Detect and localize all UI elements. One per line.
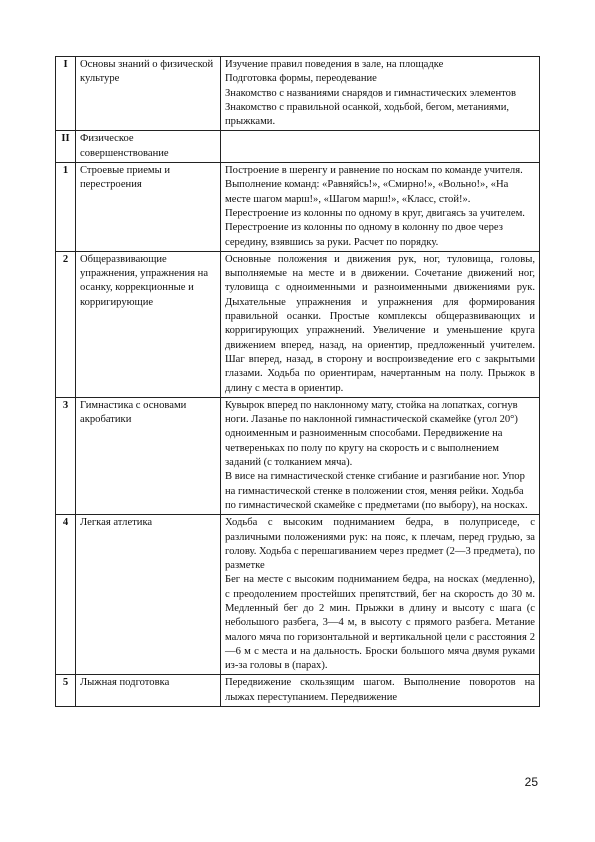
section-title: Общеразвивающие упражнения, упражнения на осанку, коррекционные и корригирующие <box>76 251 221 397</box>
table-row <box>56 57 540 131</box>
table-row <box>56 515 540 675</box>
section-title: Основы знаний о физической культуре <box>76 57 221 131</box>
content-paragraph: Построение в шеренгу и равнение по носкам по команде учителя. Выполнение команд: «Равняйсь!», «Смирно!», «Вольно!», «На месте шагом марш!», «Шагом марш!», «Класс, стой!». Перестроение из колонны по одному в круг, двигаясь за учителем. Перестроение из колонны по одному в колонну по двое через середину, взявшись за руки. Расчет по порядку. <box>225 165 525 248</box>
content-paragraph: Основные положения и движения рук, ног, туловища, головы, выполняемые на месте и в движении. Сочетание движений ног, туловища с одноименными и разноименными движениями рук. Дыхательные упражнения и упражнения для формирования правильной осанки. Простые комплексы общеразвивающих и корригирующих упражнений. Увеличение и уменьшение круга движением вперед, назад, на ориентир, предложенный учителем. Шаг вперед, назад, в сторону и воспроизведение его с закрытыми глазами. Ходьба по ориентирам, начертанным на полу. Прыжок в длину с места в ориентир. <box>225 253 535 394</box>
row-number: 4 <box>56 515 76 675</box>
section-content <box>221 131 540 163</box>
row-number: II <box>56 131 76 163</box>
section-title: Легкая атлетика <box>76 515 221 675</box>
section-content <box>221 397 540 514</box>
curriculum-table-body <box>56 57 540 707</box>
row-number: 3 <box>56 397 76 514</box>
row-number: 5 <box>56 675 76 707</box>
section-content <box>221 675 540 707</box>
section-title: Лыжная подготовка <box>76 675 221 707</box>
section-content <box>221 251 540 397</box>
content-paragraph: Знакомство с правильной осанкой, ходьбой, бегом, метаниями, прыжками. <box>225 101 510 128</box>
content-paragraph: Передвижение скользящим шагом. Выполнение поворотов на лыжах переступанием. Передвижение <box>225 677 535 703</box>
section-content <box>221 163 540 252</box>
content-paragraph: Ходьба с высоким подниманием бедра, в полуприседе, с различными положениями рук: на пояс, к плечам, перед грудью, за голову. Ходьба с перешагиванием через предмет (2—3 предмета), по разметке <box>225 517 536 572</box>
content-paragraph: Кувырок вперед по наклонному мату, стойка на лопатках, согнув ноги. Лазанье по наклонной гимнастической скамейке (угол 20°) одноименным и разноименным способами. Передвижение на четвереньках по полу по кругу на скорость и с выполнением заданий (с толканием мяча). <box>225 399 518 469</box>
content-paragraph: Изучение правил поведения в зале, на площадке <box>225 59 444 70</box>
row-number: 1 <box>56 163 76 252</box>
table-row <box>56 675 540 707</box>
content-paragraph: Бег на месте с высоким подниманием бедра, на носках (медленно), с преодолением простейших препятствий, бег на скорость до 30 м. Медленный бег до 2 мин. Прыжки в длину и высоту с шага (с небольшого разбега, 3—4 м, в высоту с прямого разбега. Метание малого мяча по горизонтальной и вертикальной цели с расстояния 2—6 м с места и на дальность. Броски большого мяча двумя руками из-за головы в (парах). <box>225 574 535 672</box>
section-content <box>221 57 540 131</box>
section-content <box>221 515 540 675</box>
section-title: Физическое совершенствование <box>76 131 221 163</box>
page-number: 25 <box>524 775 538 789</box>
content-paragraph: В висе на гимнастической стенке сгибание и разгибание ног. Упор на гимнастической стенке в положении стоя, меняя рейки. Ходьба по гимнастической скамейке с предметами (по выбору), на носках. <box>225 471 528 511</box>
table-row <box>56 163 540 252</box>
row-number: 2 <box>56 251 76 397</box>
content-paragraph: Подготовка формы, переодевание <box>225 73 377 85</box>
content-paragraph: Знакомство с названиями снарядов и гимнастических элементов <box>225 87 516 99</box>
table-row <box>56 251 540 397</box>
table-row <box>56 397 540 514</box>
table-row <box>56 131 540 163</box>
section-title: Строевые приемы и перестроения <box>76 163 221 252</box>
curriculum-table <box>55 56 540 707</box>
section-title: Гимнастика с основами акробатики <box>76 397 221 514</box>
row-number: I <box>56 57 76 131</box>
